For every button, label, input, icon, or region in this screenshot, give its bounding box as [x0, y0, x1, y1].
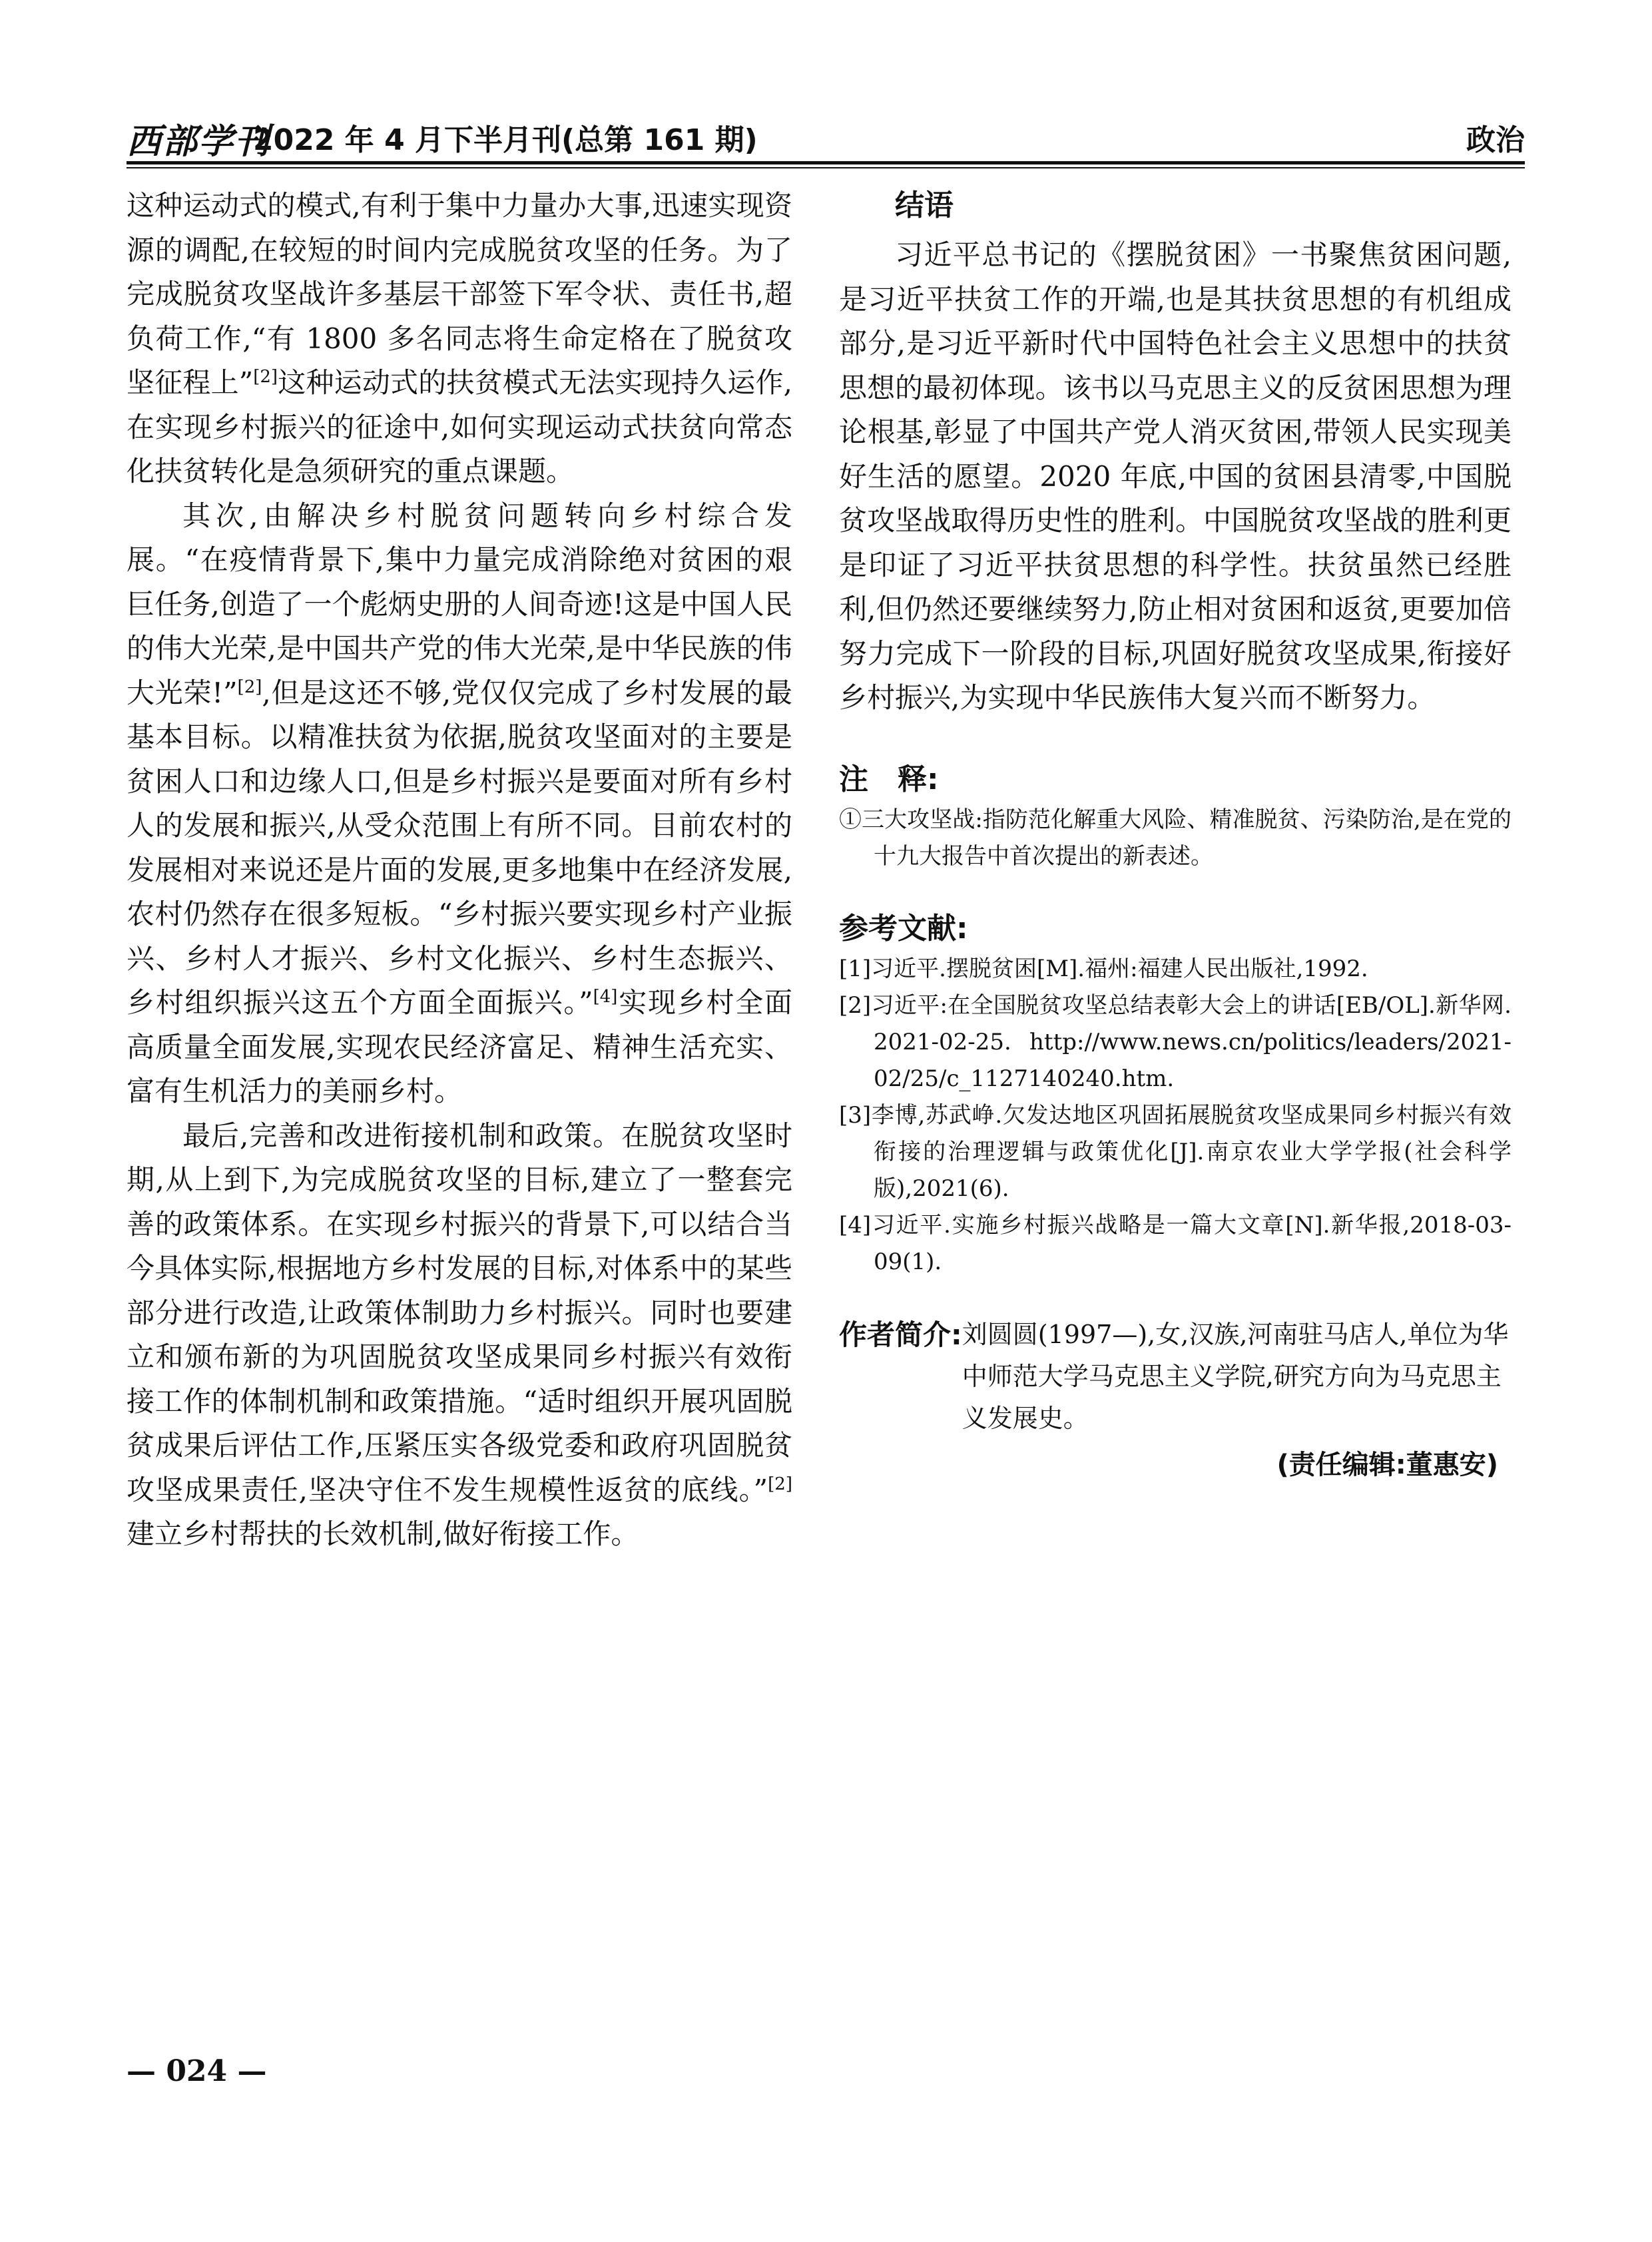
conclusion-paragraph: 习近平总书记的《摆脱贫困》一书聚焦贫困问题,是习近平扶贫工作的开端,也是其扶贫思想的有机组成部分,是习近平新时代中国特色社会主义思想中的扶贫思想的最初体现。该书以马克思主义的反贫困思想为理论根基,彰显了中国共产党人消灭贫困,带领人民实现美好生活的愿望。2020 年底,中国的贫困县清零,中国脱贫攻坚战取得历史性的胜利。中国脱贫攻坚战的胜利更是印证了习近平扶贫思想的科学性。扶贫虽然已经胜利,但仍然还要继续努力,防止相对贫困和返贫,更要加倍努力完成下一阶段的目标,巩固好脱贫攻坚成果,衔接好乡村振兴,为实现中华民族伟大复兴而不断努力。 — [839, 238, 1512, 714]
paragraph-text: 这种运动式的模式,有利于集中力量办大事,迅速实现资源的调配,在较短的时间内完成脱贫攻坚的任务。为了完成脱贫攻坚战许多基层干部签下军令状、责任书,超负荷工作,“有 1800 多名同志将生命定格在了脱贫攻坚征程上” — [127, 189, 792, 399]
section-name: 政治 — [1466, 123, 1525, 157]
reference-item: [1]习近平.摆脱贫困[M].福州:福建人民出版社,1992. — [839, 955, 1368, 982]
paragraph-text: 实现乡村全面高质量全面发展,实现农民经济富足、精神生活充实、富有生机活力的美丽乡村。 — [127, 986, 792, 1107]
page-number: — 024 — — [127, 2054, 267, 2088]
citation-ref: [4] — [593, 987, 618, 1007]
paragraph-text: ,但是这还不够,党仅仅完成了乡村发展的最基本目标。以精准扶贫为依据,脱贫攻坚面对的主要是贫困人口和边缘人口,但是乡村振兴是要面对所有乡村人的发展和振兴,从受众范围上有所不同。目前农村的发展相对来说还是片面的发展,更多地集中在经济发展,农村仍然存在很多短板。“乡村振兴要实现乡村产业振兴、乡村人才振兴、乡村文化振兴、乡村生态振兴、乡村组织振兴这五个方面全面振兴。” — [127, 676, 792, 1019]
body-paragraph — [127, 494, 792, 1114]
citation-ref: [2] — [237, 677, 262, 697]
left-column — [127, 184, 792, 1557]
paragraph-text: 这种运动式的扶贫模式无法实现持久运作,在实现乡村振兴的征途中,如何实现运动式扶贫向常态化扶贫转化是急须研究的重点课题。 — [127, 366, 792, 487]
paragraph-text: 建立乡村帮扶的长效机制,做好衔接工作。 — [127, 1518, 639, 1550]
author-label: 作者简介: — [839, 1318, 962, 1351]
journal-logo: 西部学刊 — [127, 121, 271, 162]
right-column — [839, 184, 1512, 1482]
reference-item: [4]习近平.实施乡村振兴战略是一篇大文章[N].新华报,2018-03-09(1). — [839, 1211, 1512, 1275]
citation-ref: [2] — [768, 1474, 792, 1494]
body-paragraph — [127, 1114, 792, 1557]
paragraph-text: 最后,完善和改进衔接机制和政策。在脱贫攻坚时期,从上到下,为完成脱贫攻坚的目标,建立了一整套完善的政策体系。在实现乡村振兴的背景下,可以结合当今具体实际,根据地方乡村发展的目标,对体系中的某些部分进行改造,让政策体制助力乡村振兴。同时也要建立和颁布新的为巩固脱贫攻坚成果同乡村振兴有效衔接工作的体制机制和政策措施。“适时组织开展巩固脱贫成果后评估工作,压紧压实各级党委和政府巩固脱贫攻坚成果责任,坚决守住不发生规模性返贫的底线。” — [127, 1119, 792, 1506]
conclusion-heading: 结语 — [895, 188, 954, 222]
header-rule — [127, 161, 1525, 168]
references-label: 参考文献: — [839, 911, 968, 946]
page-header — [127, 109, 1525, 162]
issue-info: 2022 年 4 月下半月刊(总第 161 期) — [253, 123, 758, 157]
notes-label: 注 释: — [839, 762, 939, 796]
editor-credit: (责任编辑:董惠安) — [1276, 1449, 1498, 1480]
paragraph-text: 其次,由解决乡村脱贫问题转向乡村综合发展。“在疫情背景下,集中力量完成消除绝对贫困的艰巨任务,创造了一个彪炳史册的人间奇迹!这是中国人民的伟大光荣,是中国共产党的伟大光荣,是中华民族的伟大光荣!” — [127, 499, 792, 709]
author-bio — [839, 1314, 1512, 1440]
note-item: ①三大攻坚战:指防范化解重大风险、精准脱贫、污染防治,是在党的十九大报告中首次提出的新表述。 — [839, 806, 1512, 870]
body-paragraph — [127, 184, 792, 494]
author-text: 刘圆圆(1997—),女,汉族,河南驻马店人,单位为华中师范大学马克思主义学院,研究方向为马克思主义发展史。 — [962, 1319, 1509, 1433]
reference-item: [2]习近平:在全国脱贫攻坚总结表彰大会上的讲话[EB/OL].新华网.2021-02-25. http://www.news.cn/politics/leaders/2021-02/25/c_1127140240.htm. — [839, 991, 1512, 1092]
citation-ref: [2] — [253, 367, 278, 387]
reference-item: [3]李博,苏武峥.欠发达地区巩固拓展脱贫攻坚成果同乡村振兴有效衔接的治理逻辑与政策优化[J].南京农业大学学报(社会科学版),2021(6). — [839, 1101, 1512, 1202]
